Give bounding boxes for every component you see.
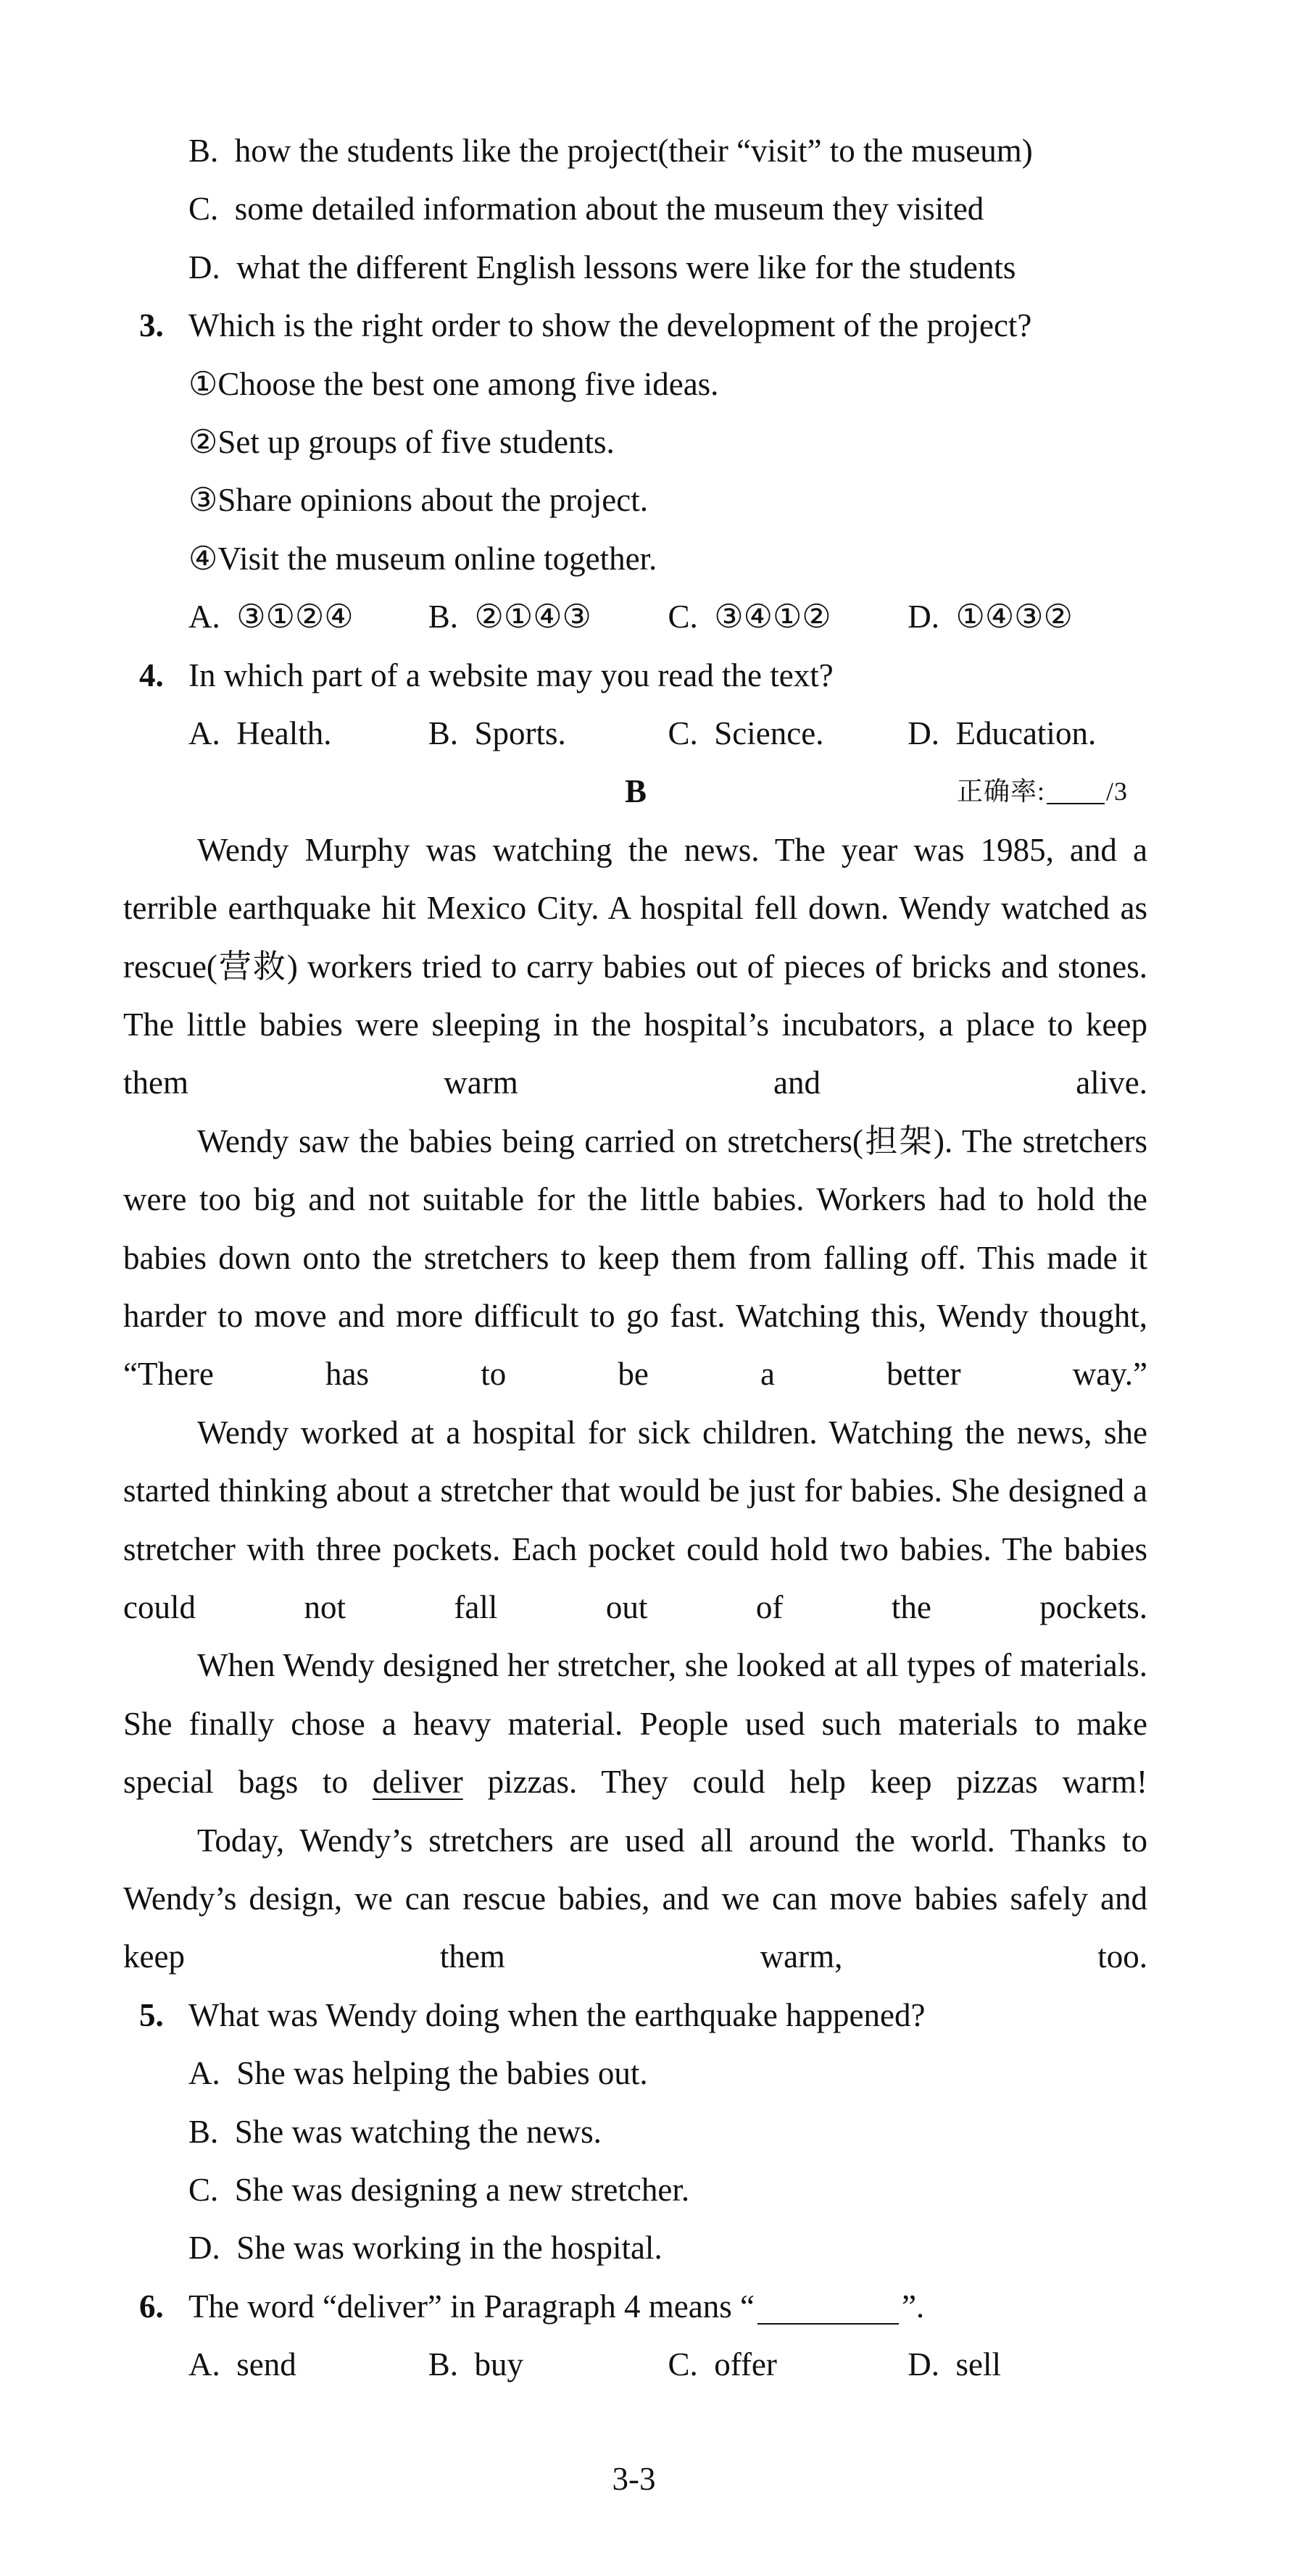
page-content — [123, 122, 1147, 2394]
score-label: 正确率: — [957, 777, 1046, 806]
q6-option-a[interactable] — [188, 2335, 428, 2393]
q4-option-d[interactable] — [908, 704, 1147, 762]
paragraph-text: Wendy Murphy was watching the news. The year was 1985, and a terrible earthquake hit Mexico City. A hospital fell down. Wendy watched as rescue(营救) workers tried to carry babies out of pieces of bricks and stones. The little babies were sleeping in the hospital’s incubators, a place to keep them warm and alive. — [123, 831, 1147, 1101]
q5-option-c[interactable] — [123, 2161, 1147, 2219]
option-text: Sports. — [474, 714, 566, 751]
question-text-end: ”. — [901, 2288, 925, 2325]
option-text: what the different English lessons were like for the students — [236, 249, 1016, 285]
option-text: ③①②④ — [236, 599, 354, 635]
q6-option-c[interactable] — [668, 2335, 908, 2393]
option-letter: A. — [188, 2346, 220, 2383]
question-number: 3. — [139, 307, 164, 344]
option-text: ③④①② — [714, 599, 831, 635]
passage-paragraph-5 — [123, 1812, 1147, 1986]
question-number: 6. — [139, 2288, 164, 2325]
option-letter: B. — [428, 714, 459, 751]
passage-paragraph-1 — [123, 821, 1147, 1112]
option-letter: B. — [188, 133, 219, 169]
section-b-header — [123, 762, 1147, 820]
option-letter: A. — [188, 2055, 220, 2092]
q4-option-a[interactable] — [188, 704, 428, 762]
question-number: 5. — [139, 1996, 164, 2033]
option-letter: D. — [188, 2230, 220, 2267]
option-letter: B. — [188, 2113, 219, 2150]
q3-option-b[interactable] — [428, 588, 668, 646]
q6-stem — [123, 2277, 1147, 2335]
option-text: ①④③② — [955, 599, 1073, 635]
option-letter: C. — [188, 2171, 219, 2208]
option-letter: B. — [428, 2346, 459, 2383]
paragraph-text: Wendy worked at a hospital for sick children. Watching the news, she started thinking about a stretcher that would be just for babies. She designed a stretcher with three pockets. Each pocket could hold two babies. The babies could not fall out of the pockets. — [123, 1414, 1147, 1625]
passage-paragraph-2 — [123, 1112, 1147, 1404]
q4-options — [123, 704, 1147, 762]
option-letter: C. — [188, 191, 219, 228]
option-letter: C. — [668, 714, 698, 751]
q3-step-3: ③Share opinions about the project. — [188, 482, 648, 519]
option-letter: B. — [428, 599, 459, 635]
option-letter: D. — [908, 2346, 939, 2383]
q2-option-d — [123, 238, 1147, 296]
option-text: offer — [714, 2346, 777, 2383]
q3-step-2: ②Set up groups of five students. — [188, 423, 615, 460]
q5-option-b[interactable] — [123, 2103, 1147, 2161]
answer-blank[interactable] — [757, 2298, 899, 2325]
q3-option-a[interactable] — [188, 588, 428, 646]
paragraph-text: pizzas. They could help keep pizzas warm! — [462, 1764, 1147, 1801]
q3-stem — [123, 296, 1147, 354]
page-number: 3-3 — [612, 2461, 656, 2497]
passage-paragraph-4 — [123, 1636, 1147, 1811]
option-text: send — [236, 2346, 296, 2383]
q5-stem — [123, 1986, 1147, 2044]
question-text: What was Wendy doing when the earthquake happened? — [188, 1996, 926, 2033]
q3-step-1: ①Choose the best one among five ideas. — [188, 365, 719, 402]
option-text: She was working in the hospital. — [236, 2230, 663, 2267]
q6-options — [123, 2335, 1147, 2393]
option-text: She was watching the news. — [234, 2113, 602, 2150]
paragraph-text: Today, Wendy’s stretchers are used all around the world. Thanks to Wendy’s design, we can rescue babies, and we can move babies safely and keep them warm, too. — [123, 1822, 1147, 1975]
option-text: Education. — [955, 714, 1097, 751]
option-letter: D. — [908, 599, 939, 635]
q3-step-4: ④Visit the museum online together. — [188, 540, 657, 577]
option-letter: D. — [188, 249, 220, 285]
option-text: sell — [955, 2346, 1001, 2383]
q4-option-b[interactable] — [428, 704, 668, 762]
q6-option-d[interactable] — [908, 2335, 1147, 2393]
q5-option-d[interactable] — [123, 2219, 1147, 2277]
option-text: She was helping the babies out. — [236, 2055, 648, 2092]
q2-option-c — [123, 180, 1147, 238]
q4-stem — [123, 646, 1147, 704]
question-text: The word “deliver” in Paragraph 4 means “ — [188, 2288, 755, 2325]
score-total: /3 — [1106, 777, 1129, 806]
paragraph-text: Wendy saw the babies being carried on stretchers(担架). The stretchers were too big and not suitable for the little babies. Workers had to hold the babies down onto the stretchers to keep them from falling off. This made it harder to move and more difficult to go fast. Watching this, Wendy thought, “There has to be a better way.” — [123, 1122, 1147, 1393]
underlined-word: deliver — [372, 1764, 463, 1801]
question-number: 4. — [139, 656, 164, 693]
question-text: Which is the right order to show the development of the project? — [188, 307, 1032, 344]
option-letter: D. — [908, 714, 939, 751]
section-heading: B — [625, 773, 647, 810]
q3-options — [123, 588, 1147, 646]
option-text: Health. — [236, 714, 332, 751]
option-text: some detailed information about the museum they visited — [234, 191, 984, 228]
score-blank[interactable] — [1047, 781, 1105, 804]
q2-option-b — [123, 122, 1147, 180]
option-text: buy — [474, 2346, 524, 2383]
q3-option-d[interactable] — [908, 588, 1147, 646]
q3-option-c[interactable] — [668, 588, 908, 646]
q6-option-b[interactable] — [428, 2335, 668, 2393]
question-text: In which part of a website may you read the text? — [188, 656, 834, 693]
option-letter: C. — [668, 2346, 698, 2383]
option-text: how the students like the project(their “visit” to the museum) — [234, 133, 1033, 169]
q4-option-c[interactable] — [668, 704, 908, 762]
passage-paragraph-3 — [123, 1404, 1147, 1637]
score-field — [957, 762, 1128, 820]
option-letter: A. — [188, 714, 220, 751]
paragraph-text: When Wendy designed her stretcher, she looked at all types of materials. She finally chose a heavy material. People used such materials to make special bags to — [123, 1647, 1147, 1801]
option-letter: A. — [188, 599, 220, 635]
option-text: ②①④③ — [474, 599, 591, 635]
option-letter: C. — [668, 599, 698, 635]
option-text: She was designing a new stretcher. — [234, 2171, 690, 2208]
q5-option-a[interactable] — [123, 2044, 1147, 2102]
option-text: Science. — [714, 714, 824, 751]
